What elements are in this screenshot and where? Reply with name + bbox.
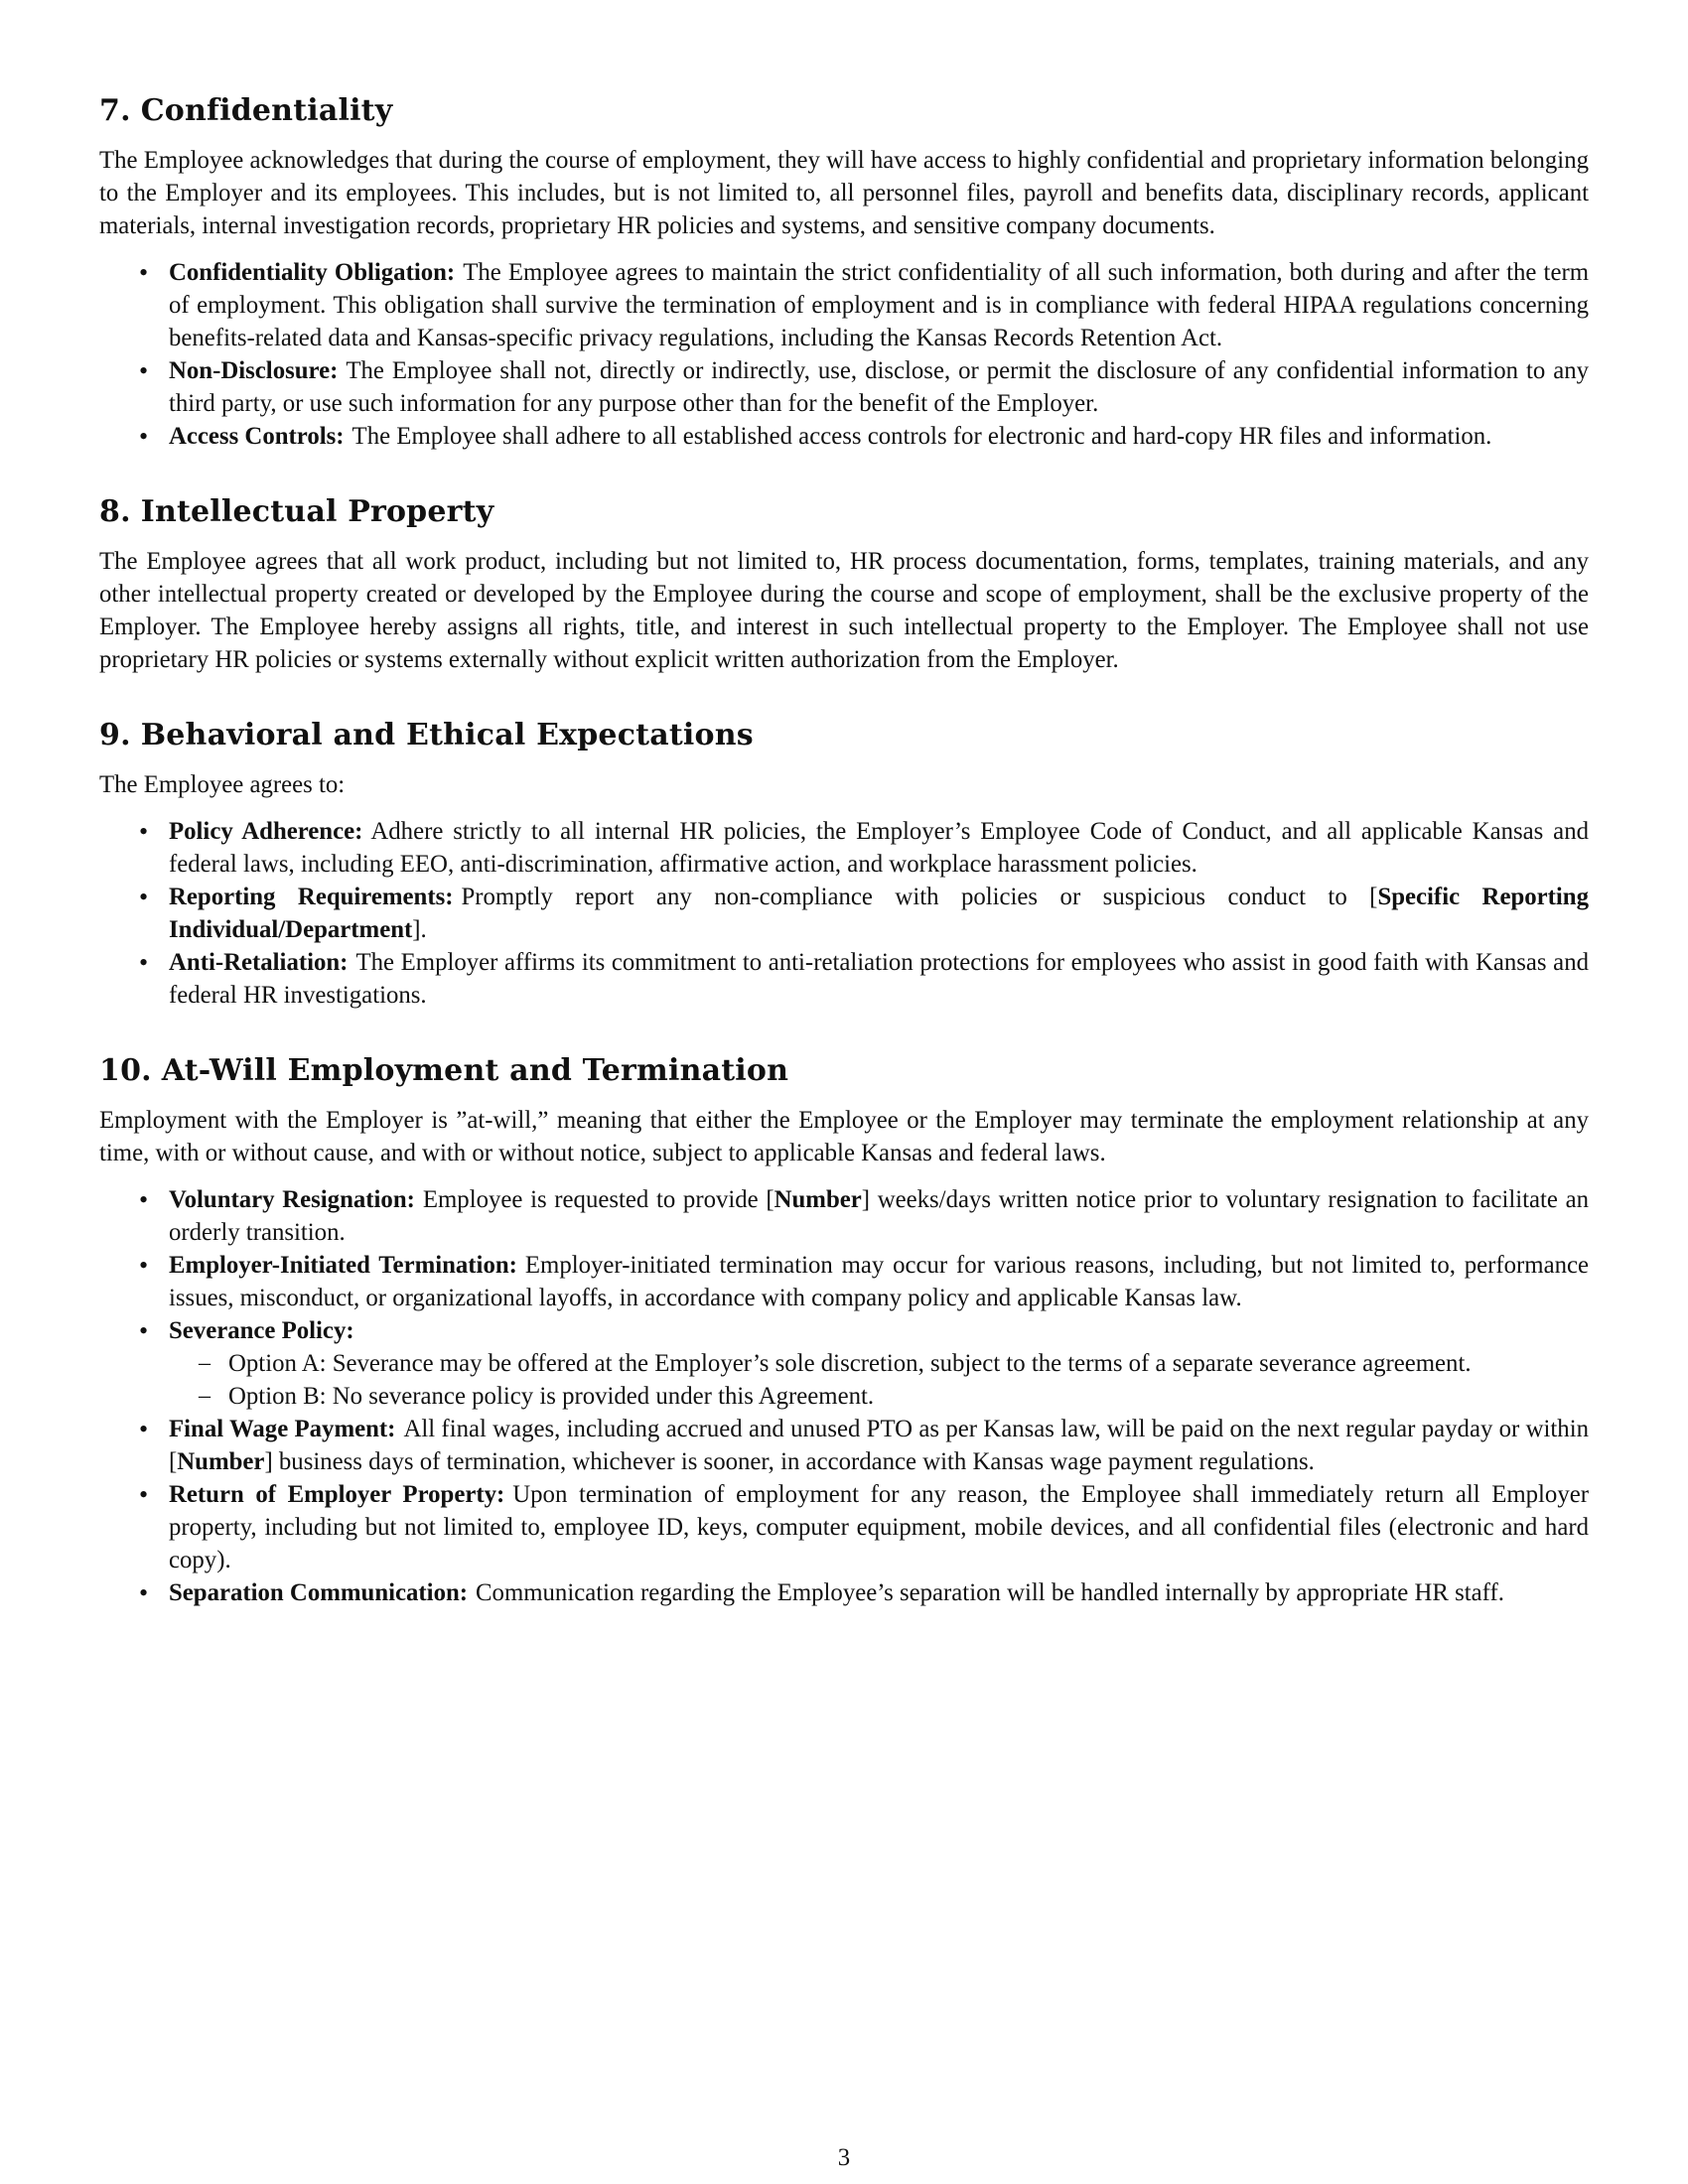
section-body: The Employee agrees that all work product, including but not limited to, HR process documentation, forms, templates, training materials, and any other intellectual property created or developed by the Employee during the course and scope of employment, shall be the exclusive property of the Employer. The Employee hereby assigns all rights, title, and interest in such intellectual property to the Employer. The Employee shall not use proprietary HR policies or systems externally without explicit written authorization from the Employer. (99, 548, 1589, 673)
bullet-list (99, 815, 1589, 1012)
sub-list (169, 1347, 1589, 1413)
section-confidentiality (99, 91, 1589, 453)
section-heading: 9. Behavioral and Ethical Expectations (99, 718, 754, 752)
sub-list-item: – Option A: Severance may be offered at the Employer’s sole discretion, subject to the terms of a separate severance agreement. (169, 1347, 1589, 1380)
bullet-list (99, 256, 1589, 453)
list-item: • Return of Employer Property: Upon termination of employment for any reason, the Employee shall immediately return all Employer property, including but not limited to, employee ID, keys, computer equipment, mobile devices, and all confidential files (electronic and hard copy). (99, 1478, 1589, 1576)
section-intro: The Employee acknowledges that during the course of employment, they will have access to highly confidential and proprietary information belonging to the Employer and its employees. This includes, but is not limited to, all personnel files, payroll and benefits data, disciplinary records, applicant materials, internal investigation records, proprietary HR policies and systems, and sensitive company documents. (99, 147, 1589, 239)
list-item: • Voluntary Resignation: Employee is requested to provide [Number] weeks/days written notice prior to voluntary resignation to facilitate an orderly transition. (99, 1183, 1589, 1249)
sub-list-item: – Option B: No severance policy is provided under this Agreement. (169, 1380, 1589, 1413)
list-item: • Access Controls: The Employee shall adhere to all established access controls for electronic and hard-copy HR files and information. (99, 420, 1589, 453)
list-item: • Anti-Retaliation: The Employer affirms its commitment to anti-retaliation protections for employees who assist in good faith with Kansas and federal HR investigations. (99, 946, 1589, 1012)
section-heading: 10. At-Will Employment and Termination (99, 1053, 789, 1088)
section-intro: The Employee agrees to: (99, 771, 346, 798)
list-item: • Severance Policy: – Option A: Severance may be offered at the Employer’s sole discretion, subject to the terms of a separate severance agreement. – Option B: No severance policy is provided under this Agreement. (99, 1314, 1589, 1413)
section-heading: 8. Intellectual Property (99, 494, 494, 529)
section-at-will-employment (99, 1051, 1589, 1609)
list-item: • Employer-Initiated Termination: Employer-initiated termination may occur for various reasons, including, but not limited to, performance issues, misconduct, or organizational layoffs, in accordance with company policy and applicable Kansas law. (99, 1249, 1589, 1314)
list-item: • Reporting Requirements: Promptly report any non-compliance with policies or suspicious conduct to [Specific Reporting Individual/Department]. (99, 881, 1589, 946)
section-intro: Employment with the Employer is ”at-will,” meaning that either the Employee or the Employer may terminate the employment relationship at any time, with or without cause, and with or without notice, subject to applicable Kansas and federal laws. (99, 1107, 1589, 1166)
bullet-list (99, 1183, 1589, 1609)
list-item: • Non-Disclosure: The Employee shall not, directly or indirectly, use, disclose, or permit the disclosure of any confidential information to any third party, or use such information for any purpose other than for the benefit of the Employer. (99, 354, 1589, 420)
list-item: • Final Wage Payment: All final wages, including accrued and unused PTO as per Kansas law, will be paid on the next regular payday or within [Number] business days of termination, whichever is sooner, in accordance with Kansas wage payment regulations. (99, 1413, 1589, 1478)
list-item: • Separation Communication: Communication regarding the Employee’s separation will be handled internally by appropriate HR staff. (99, 1576, 1589, 1609)
list-item: • Confidentiality Obligation: The Employee agrees to maintain the strict confidentiality of all such information, both during and after the term of employment. This obligation shall survive the termination of employment and is in compliance with federal HIPAA regulations concerning benefits-related data and Kansas-specific privacy regulations, including the Kansas Records Retention Act. (99, 256, 1589, 354)
section-behavioral-expectations (99, 716, 1589, 1012)
section-intellectual-property (99, 492, 1589, 676)
document-page (99, 91, 1589, 1649)
section-heading: 7. Confidentiality (99, 93, 393, 128)
page-number: 3 (837, 2144, 851, 2171)
list-item: • Policy Adherence: Adhere strictly to all internal HR policies, the Employer’s Employee Code of Conduct, and all applicable Kansas and federal laws, including EEO, anti-discrimination, affirmative action, and workplace harassment policies. (99, 815, 1589, 881)
